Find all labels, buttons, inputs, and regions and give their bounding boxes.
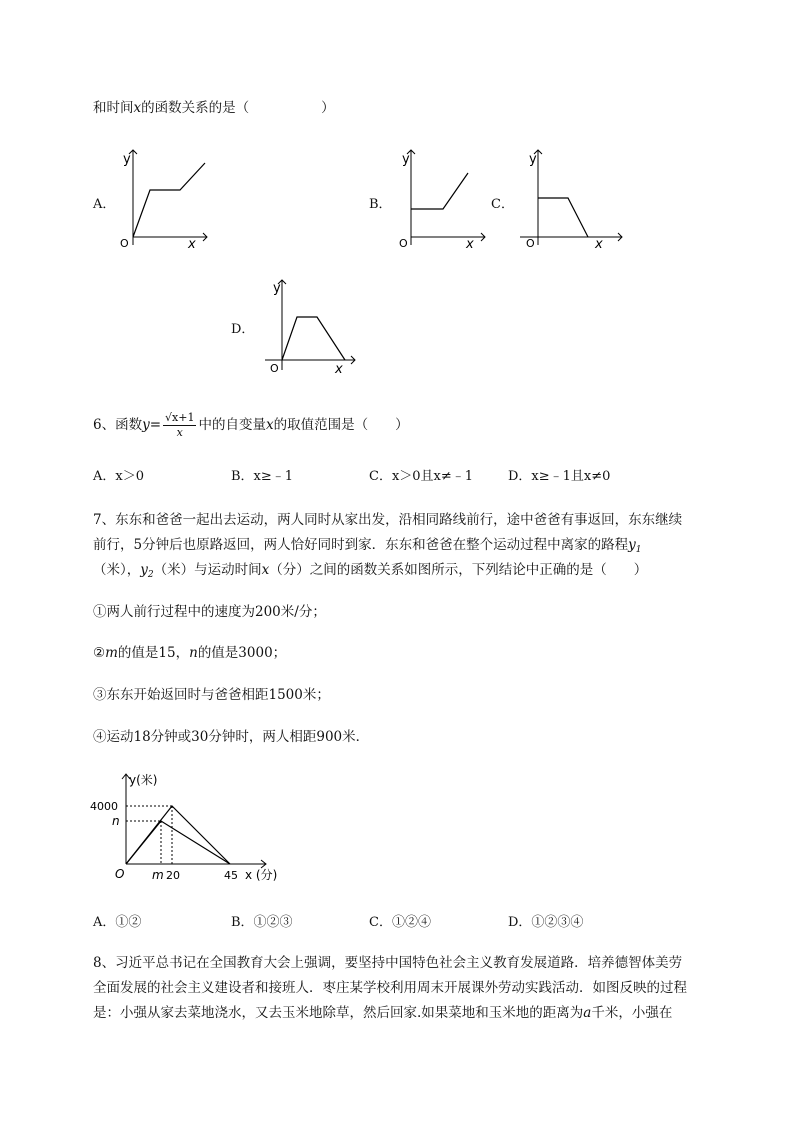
q5-a-y-label: y [123,152,131,167]
q6-stem: 6、函数y= $\frac{√x+1}{x}$ 中的自变量x的取值范围是（ ） [93,411,409,439]
q7-y-label: y(米) [129,773,158,787]
q7-x-tick-20: 20 [166,869,180,882]
q7-choice-a[interactable]: A．①② [93,915,142,930]
q8-line-2: 全面发展的社会主义建设者和接班人．枣庄某学校利用周末开展课外劳动实践活动．如图反映的过程 [93,980,687,996]
q5-graph-a [115,145,215,255]
q5-c-y-label: y [529,152,537,167]
q7-statement-2: ②m的值是15，n的值是3000； [93,645,287,661]
q6-choice-b[interactable]: B．x≥﹣1 [231,469,294,484]
q7-y-tick-n: n [112,814,120,828]
q5-option-d-label[interactable]: D． [231,322,255,337]
q7-origin: O [115,867,125,881]
q6-choice-a[interactable]: A．x＞0 [93,469,144,484]
q5-b-origin: O [399,237,408,250]
q6-choice-c[interactable]: C．x＞0且x≠﹣1 [369,469,474,484]
q7-x-tick-m: m [152,868,164,882]
q5-d-x-label: x [335,362,343,377]
q7-x-tick-45: 45 [224,869,238,882]
q5-b-x-label: x [466,237,474,252]
q6-fraction: $\frac{√x+1}{x}$ [165,411,195,439]
q7-statement-1: ①两人前行过程中的速度为200米/分； [93,604,326,620]
q7-graph [90,768,290,888]
q5-graph-d [265,275,365,380]
q7-statement-4: ④运动18分钟或30分钟时，两人相距900米． [93,729,370,745]
q7-line-3: （米），$y_2$（米）与运动时间x（分）之间的函数关系如图所示，下列结论中正确的是（ ） [93,562,648,580]
q7-choice-b[interactable]: B．①②③ [231,915,293,930]
q7-line-2: 前行，5分钟后也原路返回，两人恰好同时到家．东东和爸爸在整个运动过程中离家的路程$y_1$ [93,537,642,555]
q7-choice-d[interactable]: D．①②③④ [508,915,584,930]
q8-line-3: 是：小强从家去菜地浇水，又去玉米地除草，然后回家.如果菜地和玉米地的距离为a千米，小强在 [93,1005,673,1021]
q5-stem: 和时间x的函数关系的是（ ） [93,100,335,116]
q5-a-origin: O [120,237,129,250]
q5-c-origin: O [526,237,535,250]
q5-graph-b [393,145,493,255]
q7-y-tick-4000: 4000 [90,800,118,813]
q5-option-b-label[interactable]: B． [369,197,392,212]
q5-option-c-label[interactable]: C． [491,197,514,212]
q5-d-origin: O [270,362,279,375]
q5-b-y-label: y [402,152,410,167]
q7-line-1: 7、东东和爸爸一起出去运动，两人同时从家出发，沿相同路线前行，途中爸爸有事返回，东东继续 [93,512,683,528]
q7-x-label: x (分) [245,868,278,882]
q7-choice-c[interactable]: C．①②④ [369,915,431,930]
q8-line-1: 8、习近平总书记在全国教育大会上强调，要坚持中国特色社会主义教育发展道路．培养德智体美劳 [93,955,683,971]
q5-d-y-label: y [273,281,281,296]
q7-statement-3: ③东东开始返回时与爸爸相距1500米； [93,687,330,703]
q5-graph-c [520,145,630,255]
q5-a-x-label: x [188,237,196,252]
q5-option-a-label[interactable]: A． [93,197,116,212]
q5-c-x-label: x [595,237,603,252]
q6-choice-d[interactable]: D．x≥﹣1且x≠0 [508,469,611,484]
